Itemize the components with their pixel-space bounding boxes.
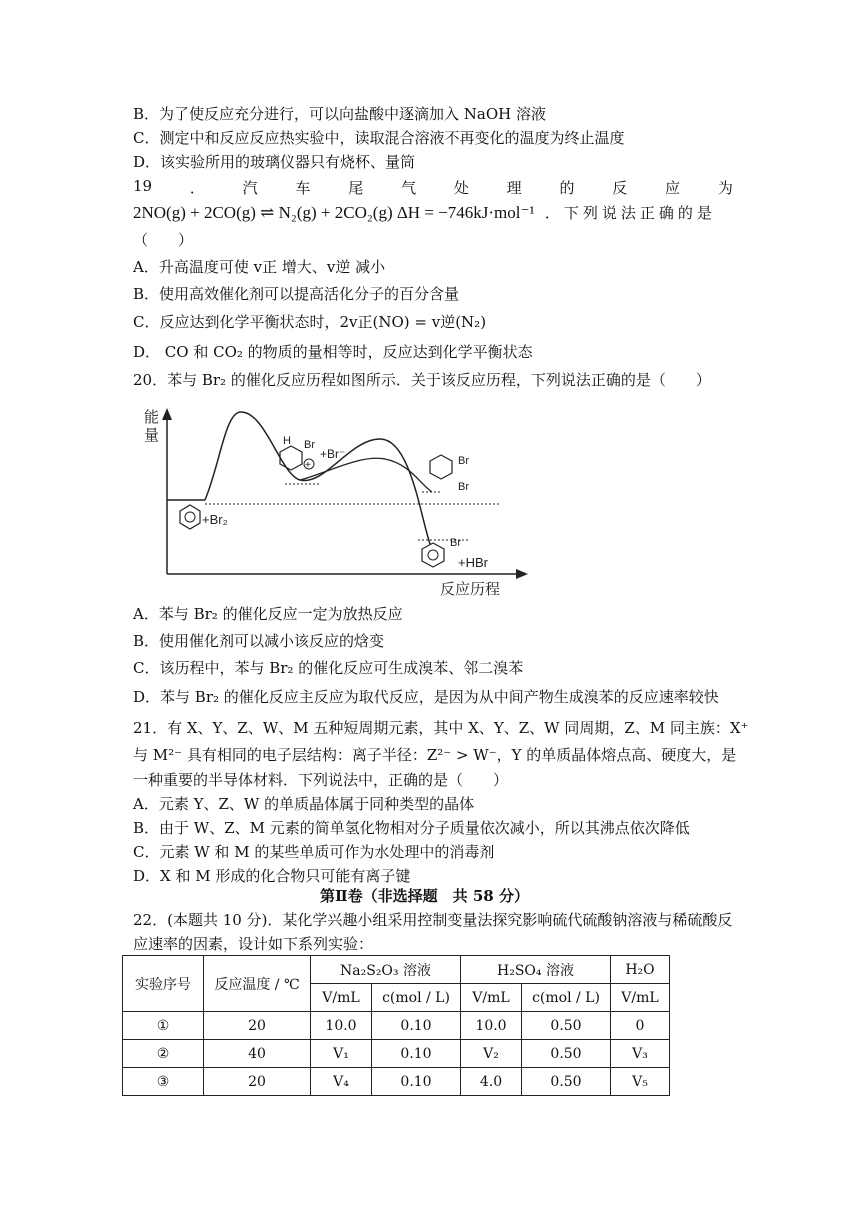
table-cell: 20 [204,1012,311,1040]
q18-option-b: B．为了使反应充分进行，可以向盐酸中逐滴加入 NaOH 溶液 [133,105,547,123]
q19-option-d: D． CO 和 CO₂ 的物质的量相等时，反应达到化学平衡状态 [133,343,533,361]
q19-word: 应 [665,179,681,197]
product-hbr: +HBr [458,555,488,570]
table-cell: 0.50 [522,1068,611,1096]
plus-charge-sign: + [305,460,311,471]
q20-option-a: A．苯与 Br₂ 的催化反应一定为放热反应 [133,605,403,623]
q20-stem: 20．苯与 Br₂ 的催化反应历程如图所示．关于该反应历程，下列说法正确的是（ ） [133,371,711,389]
table-row [123,1012,670,1040]
table-cell: 0 [611,1012,670,1040]
q19-option-b: B．使用高效催化剂可以提高活化分子的百分含量 [133,285,460,303]
intermediate-h: H [283,435,291,447]
aromatic-circle [185,512,195,522]
table-cell: V₅ [611,1068,670,1096]
q19-tail: ．下列说法正确的是 [544,204,716,222]
table-cell: 0.10 [372,1012,461,1040]
reactant-label: +Br₂ [202,512,228,527]
dibromobenzene-ring-icon [430,455,452,479]
q21-stem-3: 一种重要的半导体材料．下列说法中，正确的是（ ） [133,771,509,789]
table-cell: 10.0 [311,1012,372,1040]
table-cell: 40 [204,1040,311,1068]
q19-word: 为 [717,179,733,197]
table-cell: V₁ [311,1040,372,1068]
table-cell: 0.50 [522,1012,611,1040]
q18-option-c: C．测定中和反应反应热实验中，读取混合溶液不再变化的温度为终止温度 [133,129,625,147]
header-na2s2o3: Na₂S₂O₃ 溶液 [311,956,461,984]
product-br: Br [450,537,461,549]
y-axis-arrow [162,408,172,420]
header-h2so4: H₂SO₄ 溶液 [461,956,611,984]
q19-option-a: A．升高温度可使 v正 增大、v逆 减小 [133,258,386,276]
intermediate-br: Br [304,439,315,451]
table-cell: 0.50 [522,1040,611,1068]
sub-header: V/mL [611,984,670,1012]
q19-equation: 2NO(g) + 2CO(g) ⇌ N₂(g) + 2CO₂(g) ΔH = −746kJ·mol⁻¹ [133,203,535,222]
header-no: 实验序号 [123,956,204,1012]
sub-header: c(mol / L) [522,984,611,1012]
sub-header: V/mL [461,984,522,1012]
q21-option-a: A．元素 Y、Z、W 的单质晶体属于同种类型的晶体 [133,795,475,813]
table-cell: V₂ [461,1040,522,1068]
q19-word: 处 [453,179,469,197]
table-cell: ③ [123,1068,204,1096]
q19-word: 尾 [348,179,364,197]
experiment-table [122,955,670,1096]
q21-stem-2: 与 M²⁻ 具有相同的电子层结构：离子半径：Z²⁻ > W⁻，Y 的单质晶体熔点高、硬度大，是 [133,746,737,764]
table-cell: 0.10 [372,1068,461,1096]
q19-word: 车 [295,179,311,197]
header-temp: 反应温度 / ℃ [204,956,311,1012]
table-cell: 20 [204,1068,311,1096]
q19-word: 汽 [242,179,258,197]
q21-stem-1: 21．有 X、Y、Z、W、M 五种短周期元素，其中 X、Y、Z、W 同周期，Z、M 同主族：X⁺ [133,719,749,737]
table-cell: V₄ [311,1068,372,1096]
table-cell: V₃ [611,1040,670,1068]
table-header-row [123,956,670,984]
table-cell: 0.10 [372,1040,461,1068]
dibromo-br-2: Br [458,481,469,493]
q19-word: 理 [506,179,522,197]
q19-word: ． [189,179,205,197]
table-cell: 4.0 [461,1068,522,1096]
table-row [123,1068,670,1096]
intermediate-ring-icon [280,446,302,470]
sub-header: V/mL [311,984,372,1012]
q20-option-c: C．该历程中，苯与 Br₂ 的催化反应可生成溴苯、邻二溴苯 [133,659,524,677]
table-cell: ① [123,1012,204,1040]
br-minus-label: +Br⁻ [320,447,346,461]
q22-stem-1: 22．(本题共 10 分)．某化学兴趣小组采用控制变量法探究影响硫代硫酸钠溶液与稀硫酸反 [133,911,733,929]
q22-stem-2: 应速率的因素，设计如下系列实验： [133,935,374,953]
q21-option-b: B．由于 W、Z、M 元素的简单氢化物相对分子质量依次减小，所以其沸点依次降低 [133,819,690,837]
q19-word: 反 [612,179,628,197]
q19-equation-line [133,203,716,223]
table-row [123,1040,670,1068]
section-2-title: 第Ⅱ卷（非选择题 共 58 分） [320,887,529,905]
energy-curve [205,412,430,544]
benzene-ring-icon [180,505,200,529]
header-h2o: H₂O [611,956,670,984]
y-axis-label-1: 能 [144,409,160,426]
q20-option-b: B．使用催化剂可以减小该反应的焓变 [133,632,385,650]
q19-word: 的 [559,179,575,197]
q19-stem-spread [133,177,733,198]
q18-option-d: D．该实验所用的玻璃仪器只有烧杯、量筒 [133,153,416,171]
q21-option-c: C．元素 W 和 M 的某些单质可作为水处理中的消毒剂 [133,843,495,861]
y-axis-label-2: 量 [144,427,160,444]
q20-option-d: D．苯与 Br₂ 的催化反应主反应为取代反应，是因为从中间产物生成溴苯的反应速率较快 [133,688,719,706]
bromobenzene-ring-icon [422,543,444,567]
q19-word: 气 [401,179,417,197]
q19-bracket: （ ） [133,231,194,249]
x-axis-arrow [516,569,528,579]
x-axis-label: 反应历程 [440,581,501,598]
table-cell: 10.0 [461,1012,522,1040]
product-aromatic-circle [428,550,438,560]
q19-option-c: C．反应达到化学平衡状态时，2v正(NO) = v逆(N₂) [133,313,487,331]
energy-profile-diagram [140,404,540,600]
q21-option-d: D．X 和 M 形成的化合物只可能有离子键 [133,867,411,885]
table-cell: ② [123,1040,204,1068]
dibromo-br-1: Br [458,455,469,467]
q19-word: 19 [133,177,153,195]
sub-header: c(mol / L) [372,984,461,1012]
